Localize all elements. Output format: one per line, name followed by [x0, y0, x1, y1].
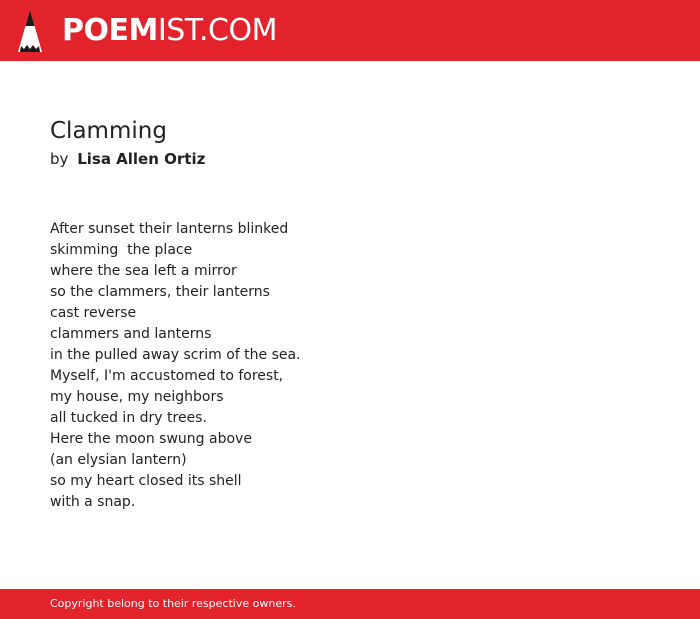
- poem-byline: [50, 149, 205, 169]
- logo-text-bold: POEM: [62, 13, 158, 48]
- poem-line: with a snap.: [50, 494, 136, 510]
- by-label: by: [50, 150, 69, 168]
- poem-line: After sunset their lanterns blinked: [50, 221, 289, 237]
- poem-line: Myself, I'm accustomed to forest,: [50, 368, 284, 384]
- poem-line: where the sea left a mirror: [50, 263, 237, 279]
- poem-line: my house, my neighbors: [50, 389, 224, 405]
- poem-line: Here the moon swung above: [50, 431, 252, 447]
- copyright-notice: Copyright belong to their respective owners.: [50, 597, 296, 610]
- poem-body: [50, 219, 450, 513]
- poem-line: cast reverse: [50, 305, 137, 321]
- poem-line: so the clammers, their lanterns: [50, 284, 270, 300]
- logo-text-light: IST.COM: [157, 13, 277, 48]
- site-logo[interactable]: [62, 12, 277, 50]
- poem-line: so my heart closed its shell: [50, 473, 242, 489]
- poem-line: skimming the place: [50, 242, 193, 258]
- poem-title: Clamming: [50, 118, 167, 144]
- poem-line: clammers and lanterns: [50, 326, 212, 342]
- pencil-tip-icon[interactable]: [18, 10, 42, 52]
- poem-line: all tucked in dry trees.: [50, 410, 207, 426]
- site-header: [0, 0, 700, 61]
- poem-line: (an elysian lantern): [50, 452, 187, 468]
- site-footer: [0, 589, 700, 619]
- author-name: Lisa Allen Ortiz: [77, 150, 206, 168]
- poem-line: in the pulled away scrim of the sea.: [50, 347, 301, 363]
